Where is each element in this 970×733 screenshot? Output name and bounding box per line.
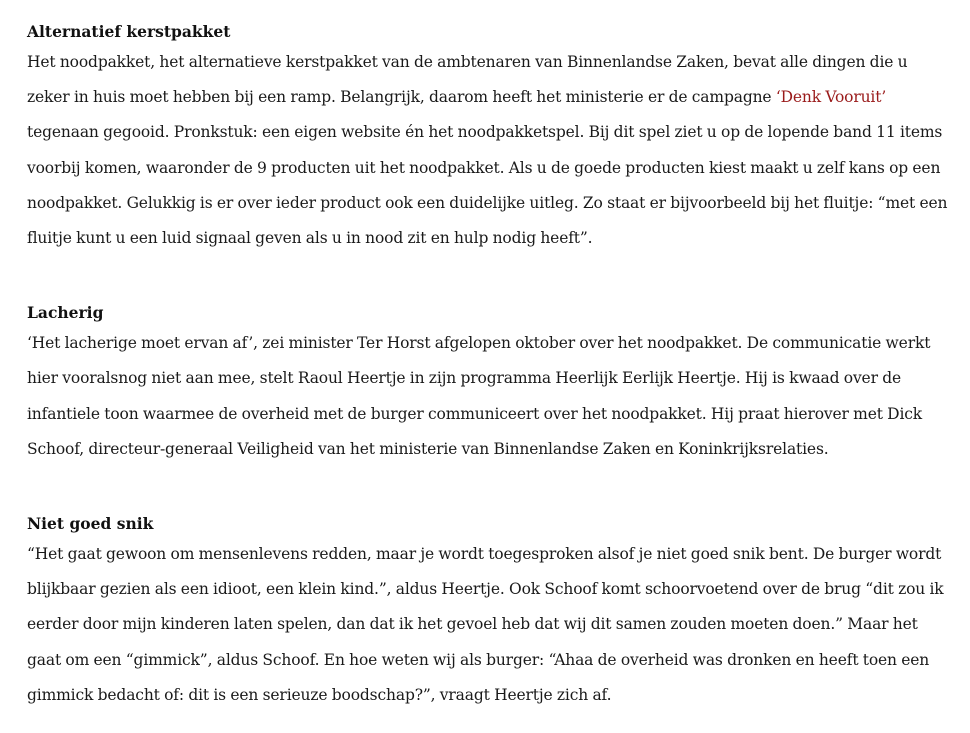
paragraph-text: tegenaan gegooid. Pronkstuk: een eigen website én het noodpakketspel. Bij dit spel ziet u op de lopende band 11 items voorbij komen, waaronder de 9 producten uit het noodpakket. Als u de goede producten kiest maakt u zelf kans op een noodpakket. Gelukkig is er over ieder product ook een duidelijke uitleg. Zo staat er bijvoorbeeld bij het fluitje: “met een fluitje kunt u een luid signaal geven als u in nood zit en hulp nodig heeft”. xyxy=(27,123,948,248)
section-lacherig xyxy=(27,300,952,467)
section-paragraph: “Het gaat gewoon om mensenlevens redden, maar je wordt toegesproken alsof je niet goed snik bent. De burger wordt blijkbaar gezien als een idioot, een klein kind.”, aldus Heertje. Ook Schoof komt schoorvoetend over de brug “dit zou ik eerder door mijn kinderen laten spelen, dan dat ik het gevoel heb dat wij dit samen zouden moeten doen.” Maar het gaat om een “gimmick”, aldus Schoof. En hoe weten wij als burger: “Ahaa de overheid was dronken en heeft toen een gimmick bedacht of: dit is een serieuze boodschap?”, vraagt Heertje zich af. xyxy=(27,545,944,704)
section-niet-goed-snik xyxy=(27,511,952,713)
section-heading: Niet goed snik xyxy=(27,514,154,534)
section-paragraph xyxy=(27,45,952,256)
section-heading: Alternatief kerstpakket xyxy=(27,22,231,41)
section-heading: Lacherig xyxy=(27,303,104,323)
section-alternatief-kerstpakket xyxy=(27,19,952,256)
section-paragraph: ‘Het lacherige moet ervan af’, zei minister Ter Horst afgelopen oktober over het noodpakket. De communicatie werkt hier vooralsnog niet aan mee, stelt Raoul Heertje in zijn programma Heerlijk Eerlijk Heertje. Hij is kwaad over de infantiele toon waarmee de overheid met de burger communiceert over het noodpakket. Hij praat hierover met Dick Schoof, directeur-generaal Veiligheid van het ministerie van Binnenlandse Zaken en Koninkrijksrelaties. xyxy=(27,334,931,458)
paragraph-text: Het noodpakket, het alternatieve kerstpakket van de ambtenaren van Binnenlandse Zaken, bevat alle dingen die u zeker in huis moet hebben bij een ramp. Belangrijk, daarom heeft het ministerie er de campagne xyxy=(27,53,908,107)
denk-vooruit-link[interactable]: ‘Denk Vooruit’ xyxy=(775,88,887,107)
